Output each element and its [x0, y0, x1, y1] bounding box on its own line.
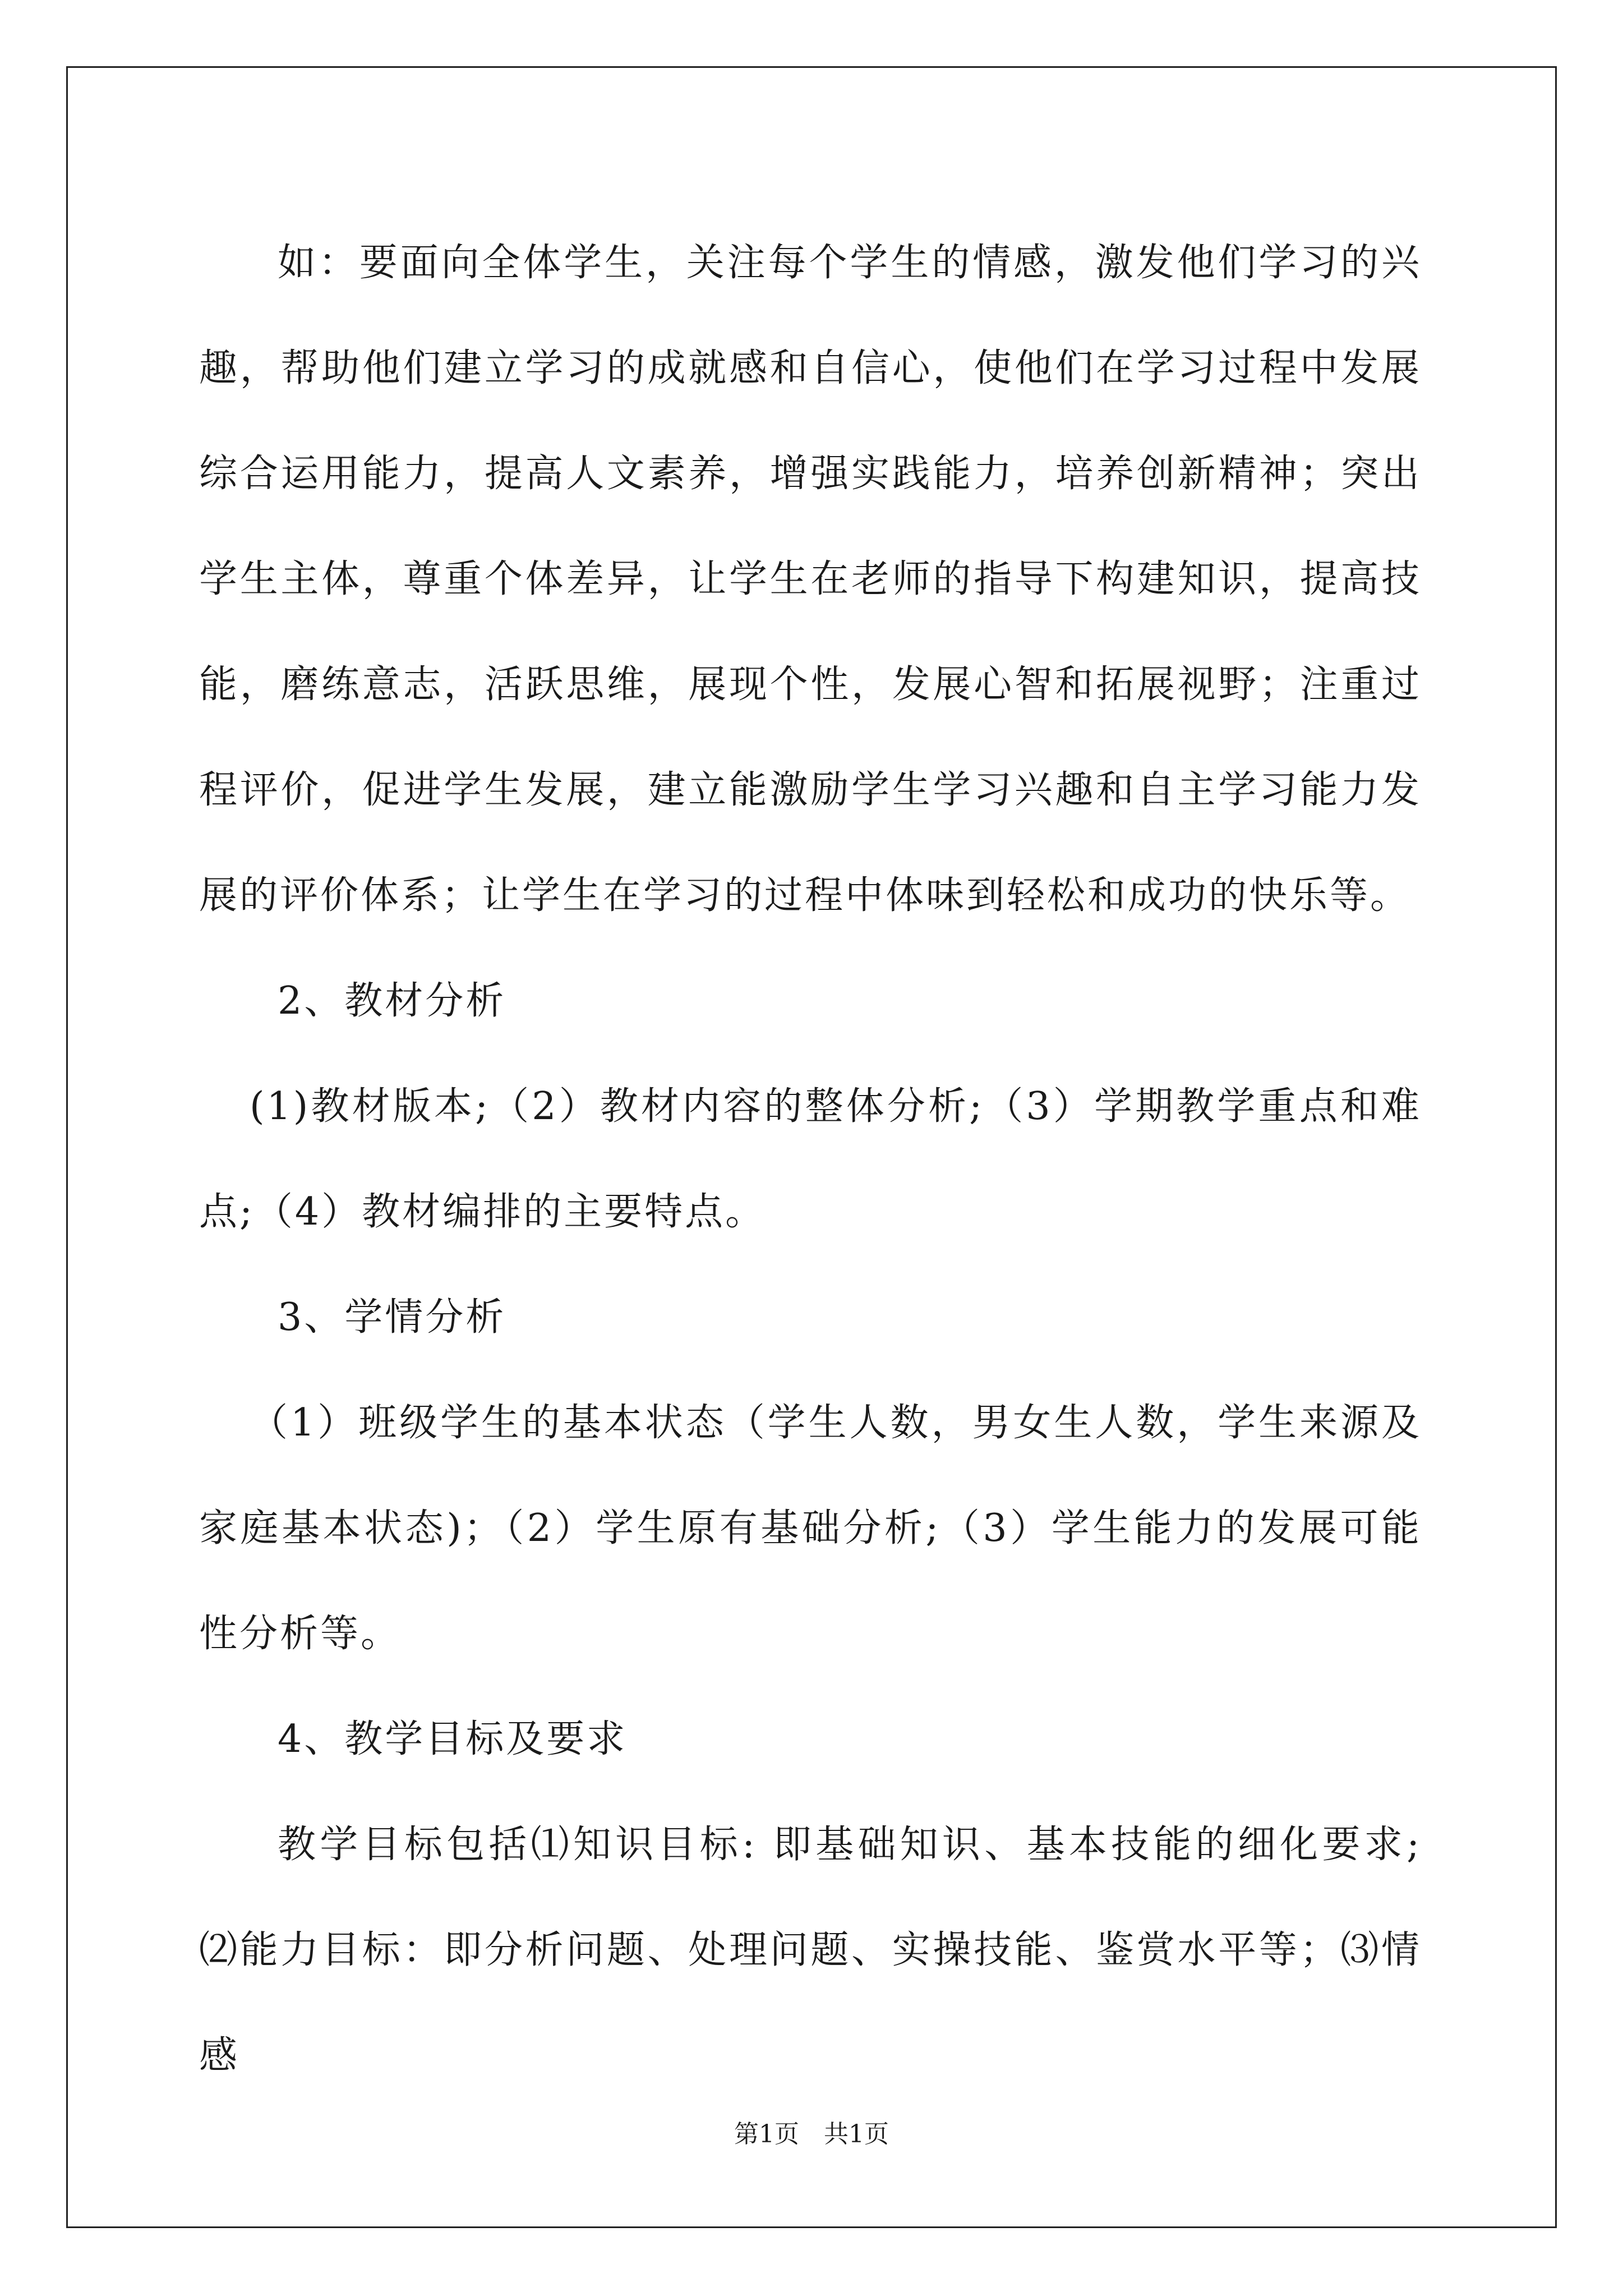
document-body — [199, 210, 1422, 2109]
page-footer: 第1页 共1页 — [734, 2120, 889, 2148]
heading-student-analysis: 3、学情分析 — [278, 1295, 506, 1340]
heading-textbook-analysis: 2、教材分析 — [278, 979, 506, 1023]
heading-teaching-goals: 4、教学目标及要求 — [278, 1717, 628, 1761]
paragraph-textbook-analysis: (1)教材版本;（2）教材内容的整体分析;（3）学期教学重点和难点;（4）教材编排的主要特点。 — [199, 1084, 1422, 1234]
paragraph-teaching-goals: 教学目标包括⑴知识目标: 即基础知识、基本技能的细化要求; ⑵能力目标：即分析问题、处理问题、实操技能、鉴赏水平等；⑶情感 — [199, 1823, 1422, 2078]
paragraph-teaching-principles: 如：要面向全体学生，关注每个学生的情感，激发他们学习的兴趣，帮助他们建立学习的成就感和自信心，使他们在学习过程中发展综合运用能力，提高人文素养，增强实践能力，培养创新精神；突出学生主体，尊重个体差异，让学生在老师的指导下构建知识，提高技能，磨练意志，活跃思维，展现个性，发展心智和拓展视野；注重过程评价，促进学生发展，建立能激励学生学习兴趣和自主学习能力发展的评价体系；让学生在学习的过程中体味到轻松和成功的快乐等。 — [199, 241, 1422, 918]
paragraph-student-analysis: （1）班级学生的基本状态（学生人数，男女生人数，学生来源及家庭基本状态)；（2）学生原有基础分析;（3）学生能力的发展可能性分析等。 — [199, 1401, 1422, 1656]
